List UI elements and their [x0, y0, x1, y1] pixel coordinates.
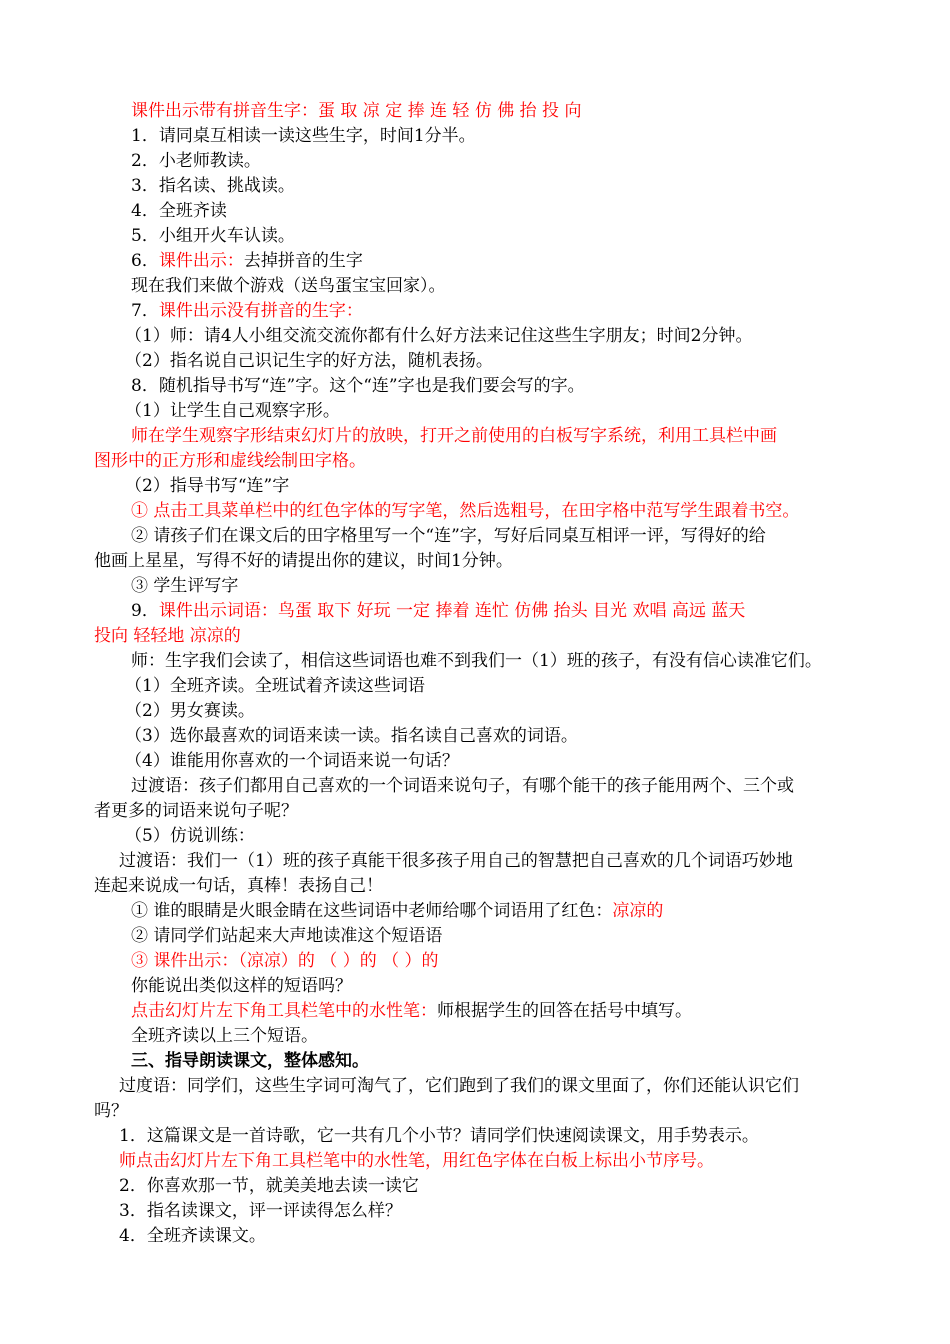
step-6-courseware: 课件出示：	[158, 251, 244, 271]
line-phrase-courseware: ③ 课件出示：（凉凉）的 （ ）的 （ ）的	[131, 951, 439, 971]
step-9-words: 课件出示词语：鸟蛋 取下 好玩 一定 捧着 连忙 仿佛 抬头 目光 欢唱 高远 蓝天	[158, 601, 746, 621]
line-write-practice: ② 请孩子们在课文后的田字格里写一个“连”字，写好后同桌互相评一评，写得好的给	[131, 526, 766, 546]
line-write-practice-cont: 他画上星星，写得不好的请提出你的建议，时间1分钟。	[94, 551, 513, 571]
line-9-4: （4）谁能用你喜欢的一个词语来说一句话？	[125, 751, 459, 771]
eyes-text: ① 谁的眼睛是火眼金睛在这些词语中老师给哪个词语用了红色：	[131, 901, 613, 921]
line-pen-instruction: ① 点击工具菜单栏中的红色字体的写字笔，然后选粗号，在田字格中范写学生跟着书空。	[131, 501, 800, 521]
section-heading-3: 三、指导朗读课文，整体感知。	[131, 1051, 369, 1071]
line-transition-1-cont: 者更多的词语来说句子呢？	[94, 801, 298, 821]
line-step-5: 5．小组开火车认读。	[131, 226, 295, 246]
line-9-2: （2）男女赛读。	[125, 701, 255, 721]
line-transition-3: 过度语：同学们，这些生字词可淘气了，它们跑到了我们的课文里面了，你们还能认识它们	[119, 1076, 799, 1096]
line-transition-1: 过渡语：孩子们都用自己喜欢的一个词语来说句子，有哪个能干的孩子能用两个、三个或	[131, 776, 794, 796]
pen-fill-text: 师根据学生的回答在括号中填写。	[437, 1001, 692, 1021]
line-pen-fill	[131, 999, 692, 1023]
line-9-1: （1）全班齐读。全班试着齐读这些词语	[125, 676, 425, 696]
line-step-2: 2．小老师教读。	[131, 151, 261, 171]
line-9-5: （5）仿说训练：	[125, 826, 255, 846]
step-7-number: 7．	[131, 301, 159, 321]
line-words-cont: 投向 轻轻地 凉凉的	[94, 626, 241, 646]
line-section3-teacher: 师点击幻灯片左下角工具栏笔中的水性笔，用红色字体在白板上标出小节序号。	[119, 1151, 714, 1171]
line-step-9	[131, 599, 745, 623]
line-peer-review: ③ 学生评写字	[131, 576, 239, 596]
line-grid-drawing: 图形中的正方形和虚线绘制田字格。	[94, 451, 366, 471]
step-6-text: 去掉拼音的生字	[243, 251, 363, 271]
line-7-2: （2）指名说自己识记生字的好方法，随机表扬。	[125, 351, 493, 371]
line-8-2: （2）指导书写“连”字	[125, 476, 290, 496]
line-teacher-whiteboard: 师在学生观察字形结束幻灯片的放映，打开之前使用的白板写字系统，利用工具栏中画	[131, 426, 777, 446]
line-7-1: （1）师：请4人小组交流交流你都有什么好方法来记住这些生字朋友；时间2分钟。	[125, 326, 753, 346]
pen-fill-red: 点击幻灯片左下角工具栏笔中的水性笔：	[131, 1001, 437, 1021]
line-9-3: （3）选你最喜欢的词语来读一读。指名读自己喜欢的词语。	[125, 726, 578, 746]
line-step-4: 4．全班齐读	[131, 201, 227, 221]
line-step-7	[131, 299, 363, 323]
line-read-aloud: ② 请同学们站起来大声地读准这个短语语	[131, 926, 443, 946]
step-6-number: 6．	[131, 251, 159, 271]
eyes-red-word: 凉凉的	[612, 901, 664, 921]
line-section3-step-1: 1．这篇课文是一首诗歌，它一共有几个小节？请同学们快速阅读课文，用手势表示。	[119, 1126, 759, 1146]
line-step-8: 8．随机指导书写“连”字。这个“连”字也是我们要会写的字。	[131, 376, 585, 396]
line-transition-3-cont: 吗？	[94, 1101, 128, 1121]
line-step-6	[131, 249, 363, 273]
line-game: 现在我们来做个游戏（送鸟蛋宝宝回家）。	[131, 276, 446, 296]
line-read-phrases: 全班齐读以上三个短语。	[131, 1026, 318, 1046]
line-section3-step-3: 3．指名读课文，评一评读得怎么样？	[119, 1201, 402, 1221]
line-section3-step-2: 2．你喜欢那一节，就美美地去读一读它	[119, 1176, 419, 1196]
line-teacher-words: 师：生字我们会读了，相信这些词语也难不到我们一（1）班的孩子，有没有信心读准它们。	[131, 651, 822, 671]
line-transition-2: 过渡语：我们一（1）班的孩子真能干很多孩子用自己的智慧把自己喜欢的几个词语巧妙地	[119, 851, 793, 871]
line-step-1: 1．请同桌互相读一读这些生字，时间1分半。	[131, 126, 476, 146]
line-step-3: 3．指名读、挑战读。	[131, 176, 295, 196]
line-courseware-pinyin: 课件出示带有拼音生字：蛋 取 凉 定 捧 连 轻 仿 佛 抬 投 向	[131, 101, 582, 121]
line-8-1: （1）让学生自己观察字形。	[125, 401, 340, 421]
line-transition-2-cont: 连起来说成一句话，真棒！表扬自己！	[94, 876, 383, 896]
line-eyes	[131, 899, 663, 923]
line-similar-phrase: 你能说出类似这样的短语吗？	[131, 976, 352, 996]
step-9-number: 9．	[131, 601, 159, 621]
line-section3-step-4: 4．全班齐读课文。	[119, 1226, 266, 1246]
step-7-courseware: 课件出示没有拼音的生字：	[158, 301, 363, 321]
